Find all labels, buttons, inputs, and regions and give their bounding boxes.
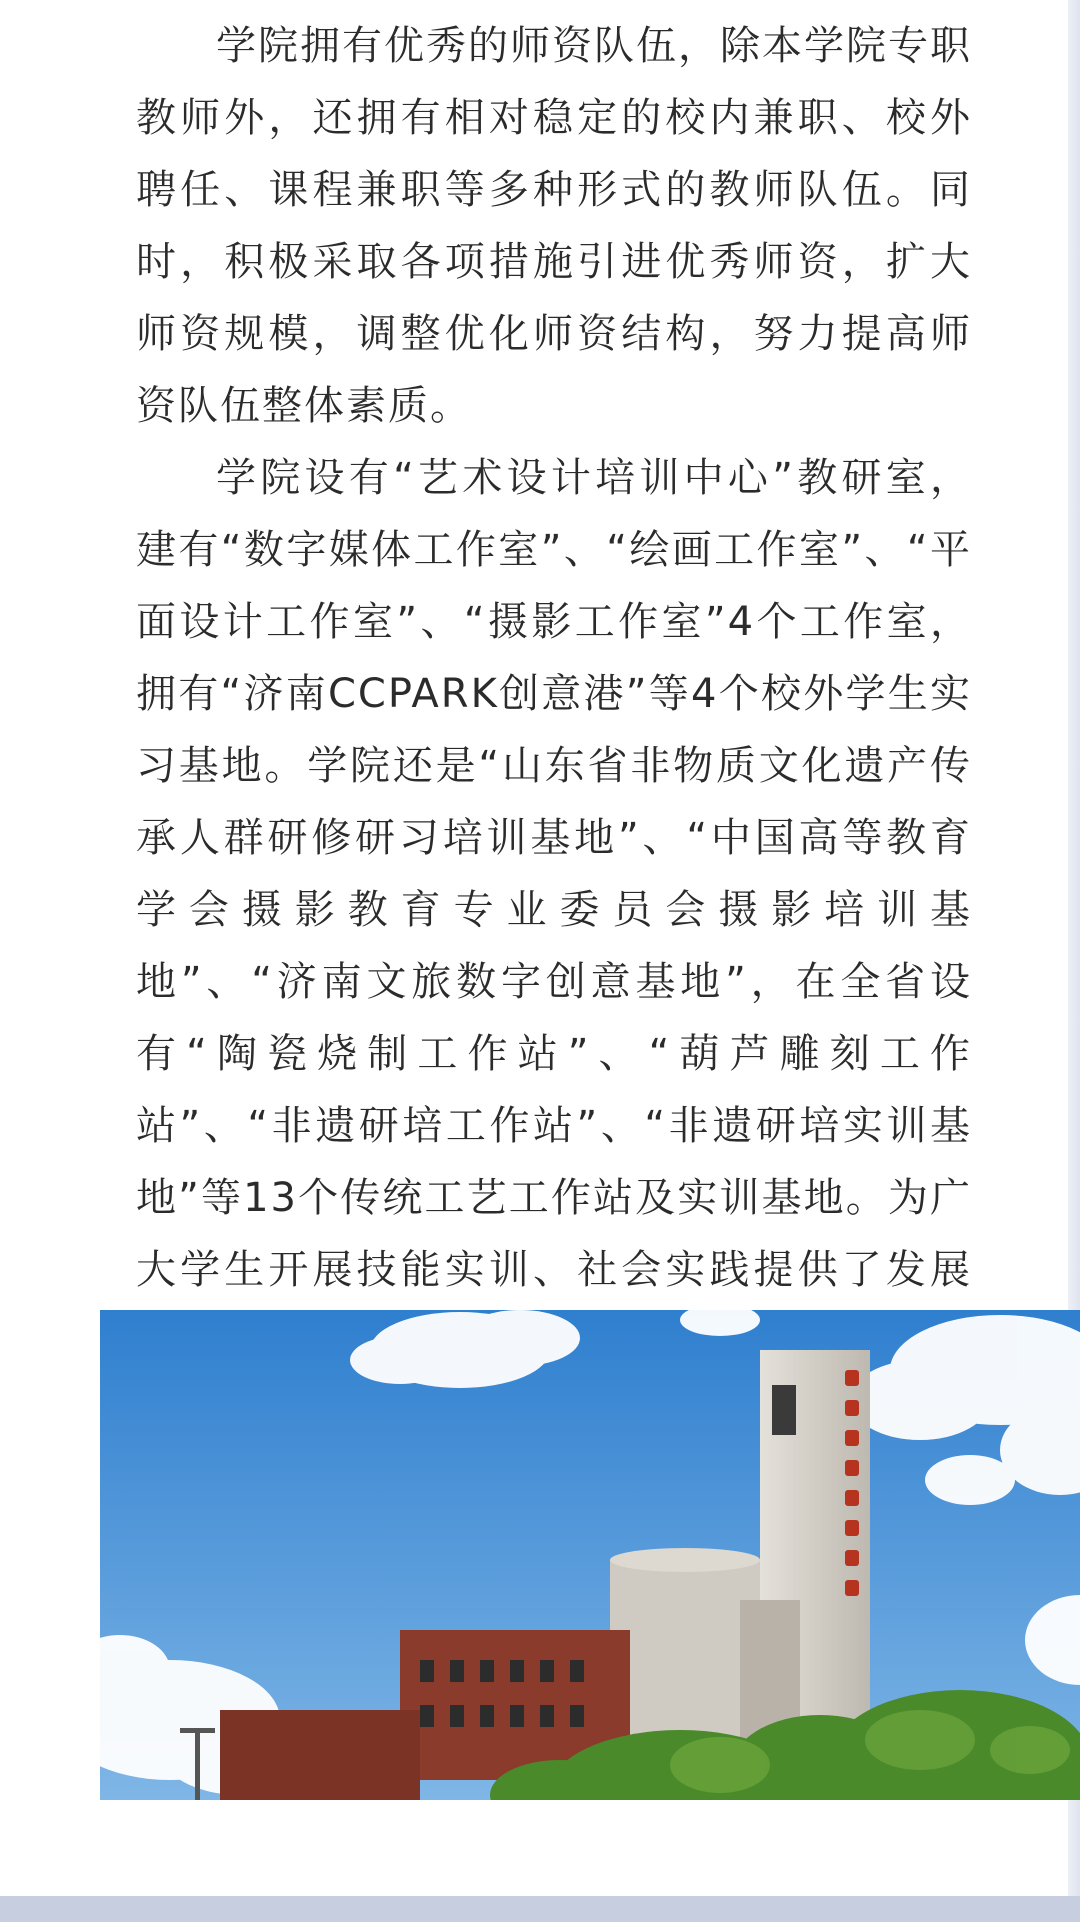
- paragraph-facilities: 学院设有“艺术设计培训中心”教研室，建有“数字媒体工作室”、“绘画工作室”、“平面设计工作室”、“摄影工作室”4个工作室，拥有“济南CCPARK创意港”等4个校外学生实习基地。学院还是“山东省非物质文化遗产传承人群研修研习培训基地”、“中国高等教育学会摄影教育专业委员会摄影培训基地”、“济南文旅数字创意基地”，在全省设有“陶瓷烧制工作站”、“葫芦雕刻工作站”、“非遗研培工作站”、“非遗研培实训基地”等13个传统工艺工作站及实训基地。为广大学生开展技能实训、社会实践提供了发展: [136, 455, 972, 1293]
- brick-building-low: [220, 1710, 420, 1800]
- campus-building-photo: [100, 1310, 1080, 1800]
- cylindrical-building: [610, 1560, 760, 1760]
- campus-photo-illustration: [100, 1310, 1080, 1800]
- article-body: [136, 10, 972, 1378]
- paragraph-faculty: 学院拥有优秀的师资队伍，除本学院专职教师外，还拥有相对稳定的校内兼职、校外聘任、课程兼职等多种形式的教师队伍。同时，积极采取各项措施引进优秀师资，扩大师资规模，调整优化师资结构，努力提高师资队伍整体素质。: [136, 23, 972, 429]
- bottom-band: [0, 1896, 1080, 1922]
